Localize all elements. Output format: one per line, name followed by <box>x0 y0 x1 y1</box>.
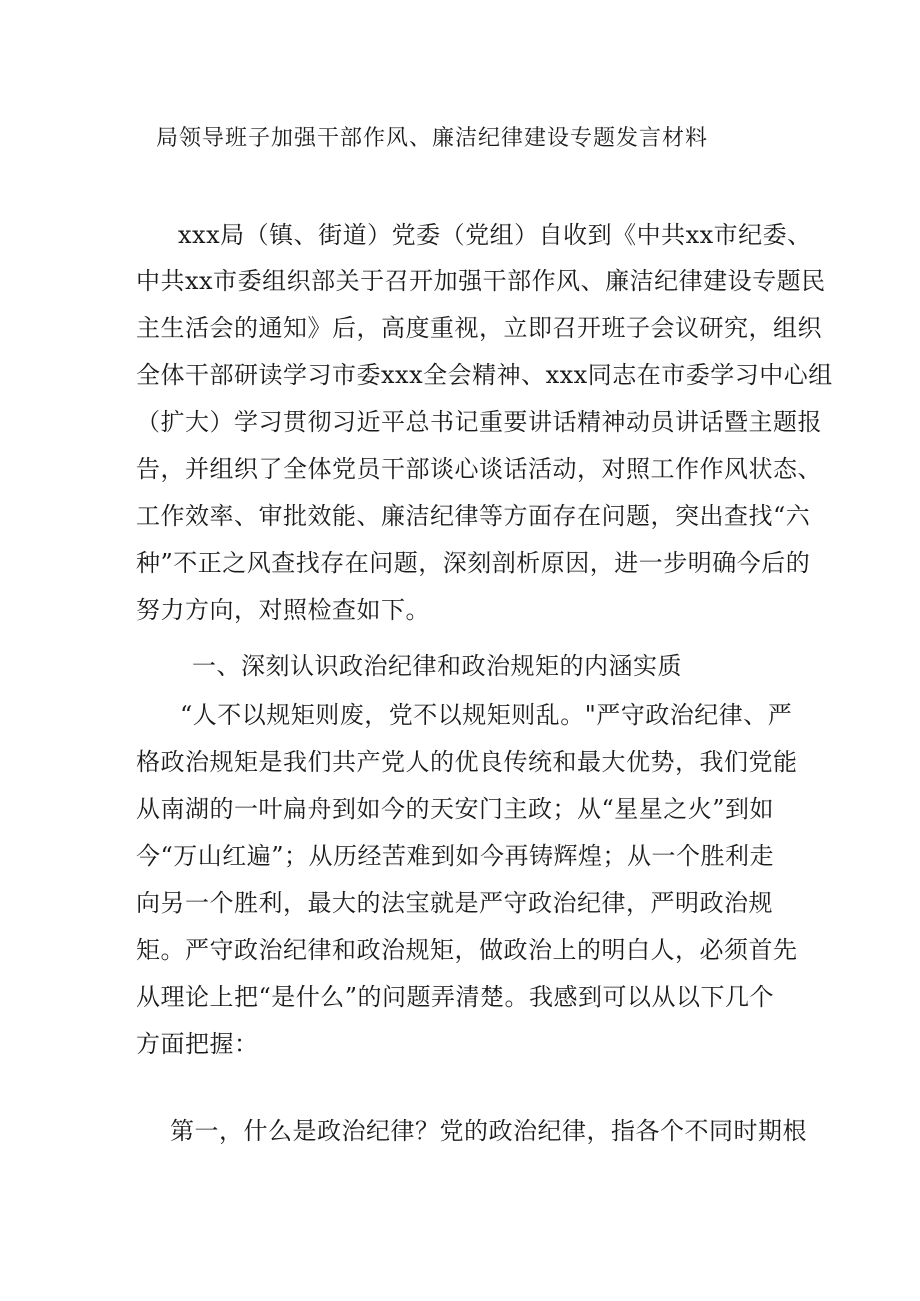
paragraph-line: 从南湖的一叶扁舟到如今的天安门主政；从“星星之火”到如 <box>136 795 775 823</box>
paragraph-line: 矩。严守政治纪律和政治规矩，做政治上的明白人，必须首先 <box>136 936 798 964</box>
paragraph-line: 主生活会的通知》后，高度重视，立即召开班子会议研究，组织 <box>136 314 822 342</box>
paragraph-line: 向另一个胜利，最大的法宝就是严守政治纪律，严明政治规 <box>136 889 773 917</box>
paragraph-line: 工作效率、审批效能、廉洁纪律等方面存在问题，突出查找“六 <box>136 502 811 530</box>
document-title: 局领导班子加强干部作风、廉洁纪律建设专题发言材料 <box>156 126 709 151</box>
paragraph-line: xxx局（镇、街道）党委（党组）自收到《中共xx市纪委、 <box>178 221 812 249</box>
paragraph-line: 告，并组织了全体党员干部谈心谈话活动，对照工作作风状态、 <box>136 455 822 483</box>
paragraph-line: 中共xx市委组织部关于召开加强干部作风、廉洁纪律建设专题民 <box>136 267 826 295</box>
paragraph-line: “人不以规矩则废，党不以规矩则乱。"严守政治纪律、严 <box>180 701 793 729</box>
paragraph-line: 格政治规矩是我们共产党人的优良传统和最大优势，我们党能 <box>136 748 798 776</box>
paragraph-line: 方面把握： <box>136 1030 259 1058</box>
section-heading: 一、深刻认识政治纪律和政治规矩的内涵实质 <box>192 652 682 680</box>
paragraph-line: 今“万山红遍”；从历经苦难到如今再铸辉煌；从一个胜利走 <box>136 842 775 870</box>
paragraph-line: （扩大）学习贯彻习近平总书记重要讲话精神动员讲话暨主题报 <box>136 408 822 436</box>
paragraph-line: 努力方向，对照检查如下。 <box>136 596 430 624</box>
paragraph-line: 种”不正之风查找存在问题，深刻剖析原因，进一步明确今后的 <box>136 549 811 577</box>
paragraph-line: 第一，什么是政治纪律？党的政治纪律，指各个不同时期根 <box>170 1117 807 1145</box>
paragraph-line: 全体干部研读学习市委xxx全会精神、xxx同志在市委学习中心组 <box>136 361 833 389</box>
paragraph-line: 从理论上把“是什么”的问题弄清楚。我感到可以从以下几个 <box>136 983 775 1011</box>
